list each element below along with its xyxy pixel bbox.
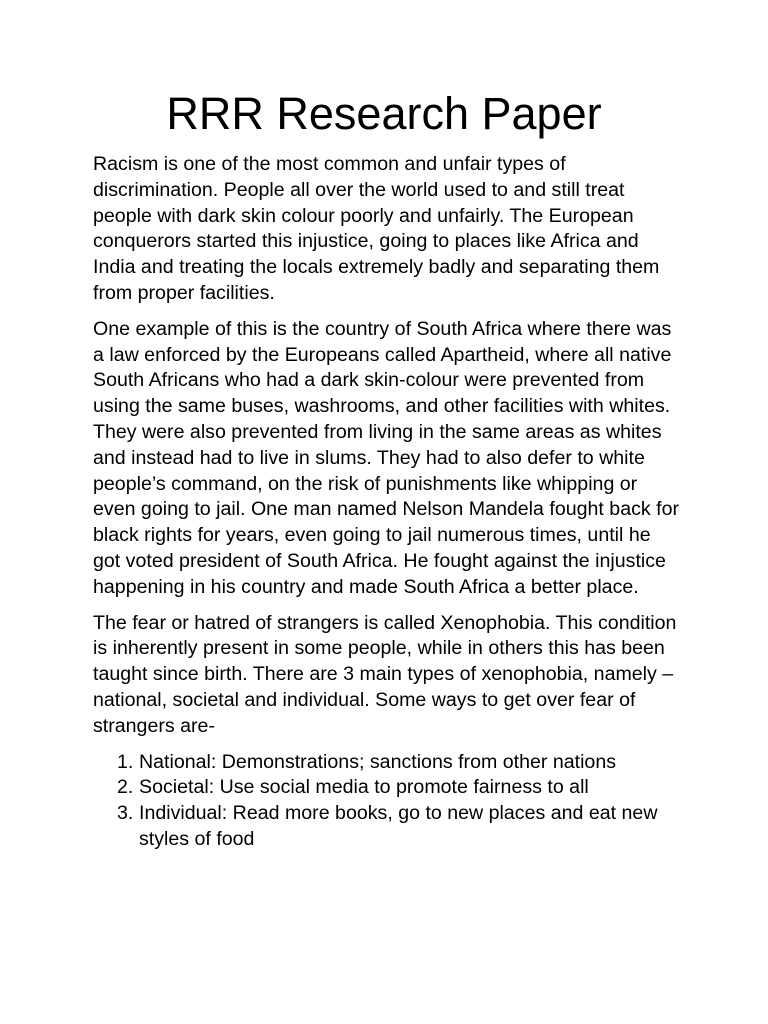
list-item-text: Individual: Read more books, go to new places and eat new styles of food — [139, 802, 658, 850]
list-item — [93, 801, 683, 853]
list-item-number: 3. — [117, 802, 134, 825]
page-title: RRR Research Paper — [166, 88, 602, 139]
list-item-number: 1. — [117, 750, 134, 773]
list-item-text: National: Demonstrations; sanctions from other nations — [139, 750, 617, 773]
paragraph-apartheid: One example of this is the country of South Africa where there was a law enforced by the Europeans called Apartheid, where all native South Africans who had a dark skin-colour were prevented from using the same buses, washrooms, and other facilities with whites. They were also prevented from living in the same areas as whites and instead had to live in slums. They had to also defer to white people’s command, on the risk of punishments like whipping or even going to jail. One man named Nelson Mandela fought back for black rights for years, even going to jail numerous times, until he got voted president of South Africa. He fought against the injustice happening in his country and made South Africa a better place. — [93, 317, 679, 598]
list-item-number: 2. — [117, 776, 134, 799]
list-item — [93, 750, 683, 776]
list-item-text: Societal: Use social media to promote fairness to all — [139, 776, 589, 799]
paragraph-xenophobia: The fear or hatred of strangers is called Xenophobia. This condition is inherently present in some people, while in others this has been taught since birth. There are 3 main types of xenophobia, namely – national, societal and individual. Some ways to get over fear of strangers are- — [93, 611, 677, 737]
numbered-list — [93, 750, 683, 853]
paragraph-racism: Racism is one of the most common and unfair types of discrimination. People all over the world used to and still treat people with dark skin colour poorly and unfairly. The European conquerors started this injustice, going to places like Africa and India and treating the locals extremely badly and separating them from proper facilities. — [93, 153, 660, 304]
document-body — [93, 152, 683, 853]
list-item — [93, 775, 683, 801]
